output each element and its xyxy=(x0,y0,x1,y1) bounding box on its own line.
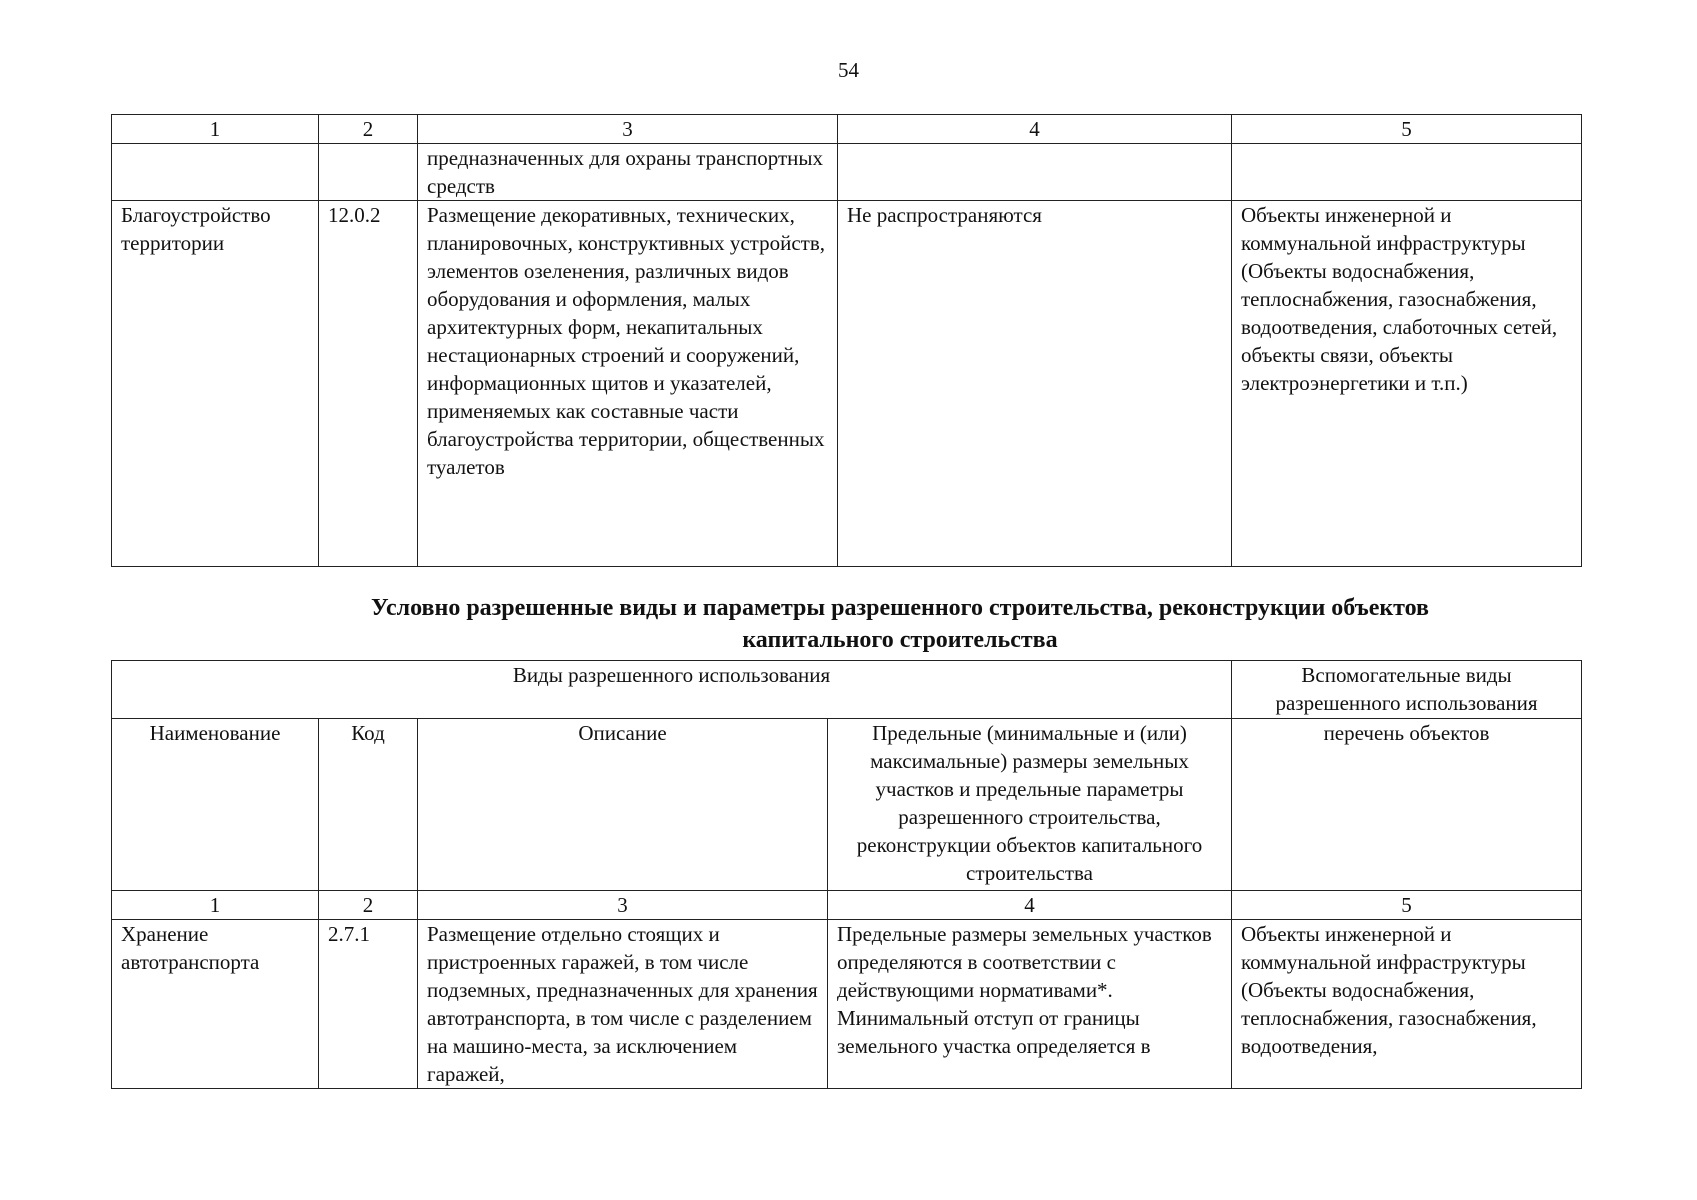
cell-code: 12.0.2 xyxy=(319,201,418,567)
column-number: 3 xyxy=(418,891,828,920)
section-heading-line: капитального строительства xyxy=(742,627,1058,653)
column-number: 3 xyxy=(418,115,838,144)
header-auxiliary: перечень объектов xyxy=(1232,719,1582,891)
column-number-row xyxy=(112,891,1582,920)
params-text: Минимальный отступ от границы земельного участка определяется в xyxy=(837,1006,1151,1058)
page-number: 54 xyxy=(838,58,859,82)
table-row xyxy=(112,920,1582,1089)
cell-params xyxy=(838,144,1232,201)
cell-description: предназначенных для охраны транспортных средств xyxy=(418,144,838,201)
cell-code: 2.7.1 xyxy=(319,920,418,1089)
cell-params: Не распространяются xyxy=(838,201,1232,567)
column-number: 4 xyxy=(828,891,1232,920)
column-number: 1 xyxy=(112,115,319,144)
column-number: 2 xyxy=(319,115,418,144)
cell-auxiliary xyxy=(1232,144,1582,201)
header-params: Предельные (минимальные и (или) максимальные) размеры земельных участков и предельные параметры разрешенного строительства, реконструкции объектов капитального строительства xyxy=(828,719,1232,891)
column-number: 4 xyxy=(838,115,1232,144)
column-number: 5 xyxy=(1232,115,1582,144)
header-name: Наименование xyxy=(112,719,319,891)
conditional-land-use-table xyxy=(111,660,1582,1089)
section-heading xyxy=(120,592,1680,656)
column-number: 2 xyxy=(319,891,418,920)
cell-name: Благоустройство территории xyxy=(112,201,319,567)
cell-auxiliary: Объекты инженерной и коммунальной инфраструктуры (Объекты водоснабжения, теплоснабжения, газоснабжения, водоотведения, слаботочных сетей, объекты связи, объекты электроэнергетики и т.п.) xyxy=(1232,201,1582,567)
cell-name xyxy=(112,144,319,201)
table-row xyxy=(112,144,1582,201)
cell-description: Размещение отдельно стоящих и пристроенных гаражей, в том числе подземных, предназначенных для хранения автотранспорта, в том числе с разделением на машино-места, за исключением гаражей, xyxy=(418,920,828,1089)
cell-code xyxy=(319,144,418,201)
column-number-row xyxy=(112,115,1582,144)
column-number: 1 xyxy=(112,891,319,920)
cell-params xyxy=(828,920,1232,1089)
section-heading-line: Условно разрешенные виды и параметры разрешенного строительства, реконструкции объектов xyxy=(370,595,1430,621)
table-row xyxy=(112,201,1582,567)
cell-name: Хранение автотранспорта xyxy=(112,920,319,1089)
group-header-auxiliary-uses: Вспомогательные виды разрешенного использования xyxy=(1232,661,1582,719)
column-number: 5 xyxy=(1232,891,1582,920)
header-code: Код xyxy=(319,719,418,891)
land-use-table-continued xyxy=(111,114,1582,567)
header-description: Описание xyxy=(418,719,828,891)
group-header-row xyxy=(112,661,1582,719)
params-text: Предельные размеры земельных участков определяются в соответствии с действующими нормативами*. xyxy=(837,922,1212,1002)
cell-description: Размещение декоративных, технических, планировочных, конструктивных устройств, элементов озеленения, различных видов оборудования и оформления, малых архитектурных форм, некапитальных нестационарных строений и сооружений, информационных щитов и указателей, применяемых как составные части благоустройства территории, общественных туалетов xyxy=(418,201,838,567)
group-header-permitted-uses: Виды разрешенного использования xyxy=(112,661,1232,719)
cell-auxiliary: Объекты инженерной и коммунальной инфраструктуры (Объекты водоснабжения, теплоснабжения, газоснабжения, водоотведения, xyxy=(1232,920,1582,1089)
column-header-row xyxy=(112,719,1582,891)
